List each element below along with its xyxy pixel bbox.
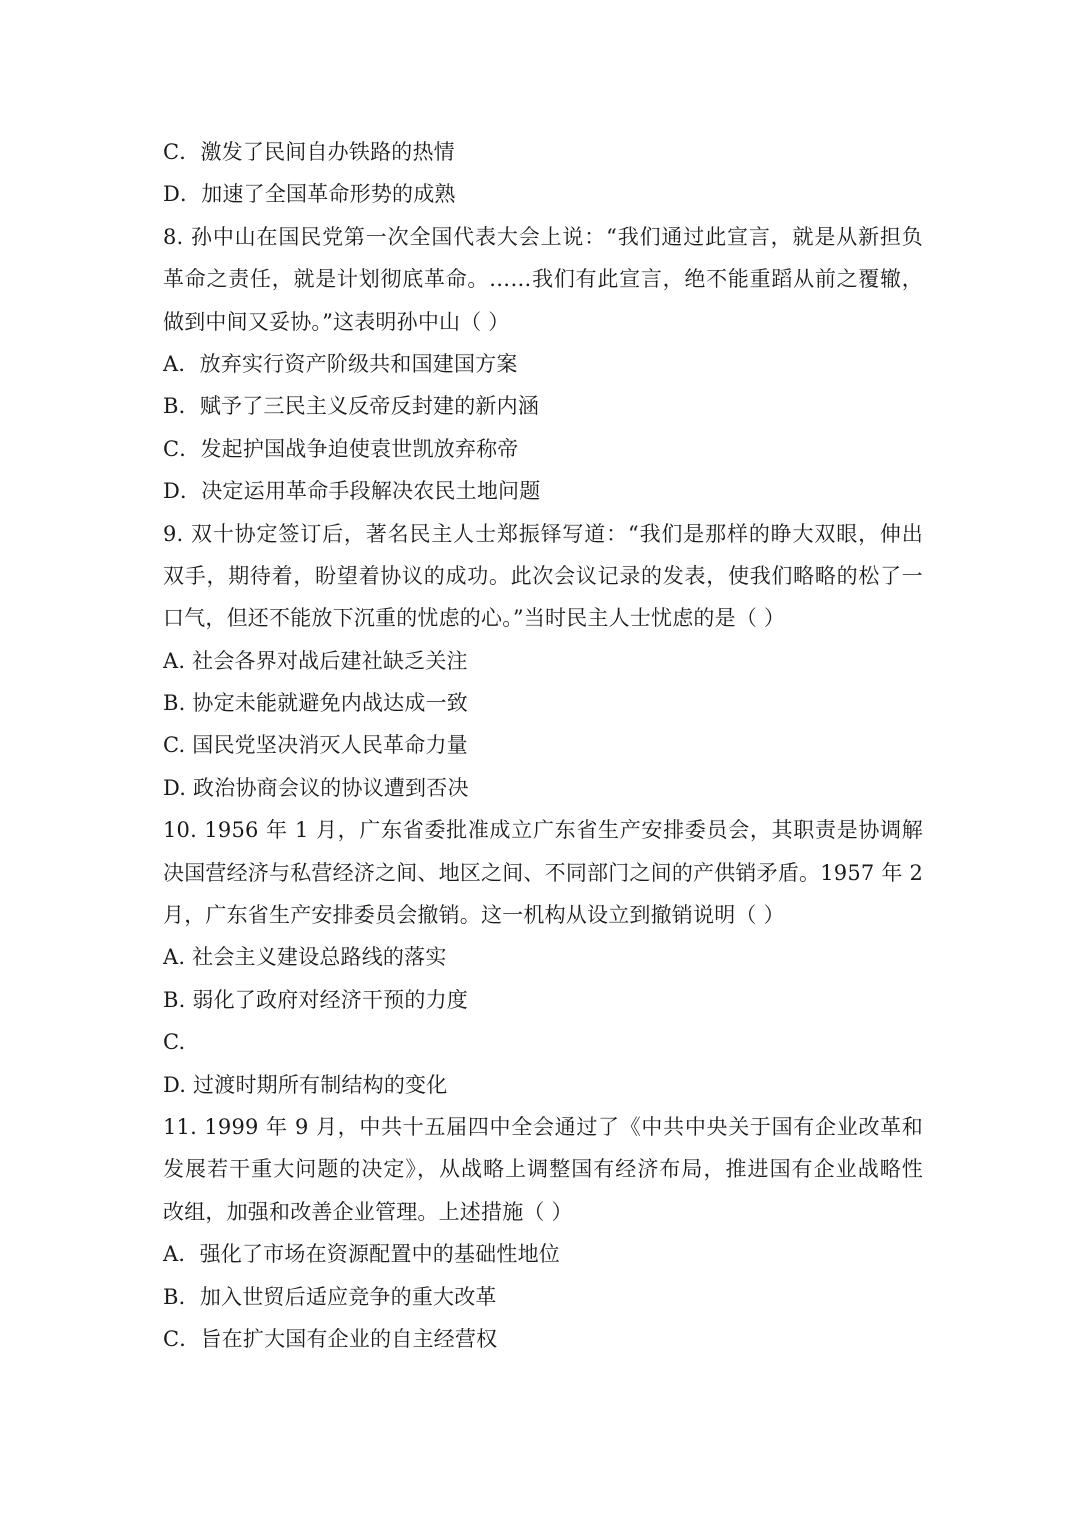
question-8-option-b: B．赋予了三民主义反帝反封建的新内涵 — [163, 394, 540, 419]
question-11-stem-line: 11. 1999 年 9 月，中共十五届四中全会通过了《中共中央关于国有企业改革和 — [163, 1114, 923, 1139]
question-11-option-a: A．强化了市场在资源配置中的基础性地位 — [163, 1242, 560, 1267]
question-10-option-b: B. 弱化了政府对经济干预的力度 — [163, 987, 468, 1012]
question-11-option-b: B．加入世贸后适应竞争的重大改革 — [163, 1284, 497, 1309]
question-8-option-a: A．放弃实行资产阶级共和国建国方案 — [163, 351, 518, 376]
question-8-option-d: D．决定运用革命手段解决农民土地问题 — [163, 479, 541, 504]
question-11-stem-line: 改组，加强和改善企业管理。上述措施（ ） — [163, 1199, 573, 1224]
question-11-option-c: C．旨在扩大国有企业的自主经营权 — [163, 1326, 498, 1351]
question-8-stem-line: 8. 孙中山在国民党第一次全国代表大会上说：“我们通过此宣言，就是从新担负 — [163, 224, 923, 249]
question-10-stem-line: 10. 1956 年 1 月，广东省委批准成立广东省生产安排委员会，其职责是协调解 — [163, 818, 923, 843]
question-10-option-c: C. — [163, 1030, 186, 1055]
option-line: C．激发了民间自办铁路的热情 — [163, 140, 455, 164]
question-11-stem-line: 发展若干重大问题的决定》，从战略上调整国有经济布局，推进国有企业战略性 — [163, 1157, 923, 1182]
question-9-option-b: B. 协定未能就避免内战达成一致 — [163, 691, 468, 716]
question-10-stem-line: 决国营经济与私营经济之间、地区之间、不同部门之间的产供销矛盾。1957 年 2 — [163, 860, 923, 885]
question-8-stem-line: 做到中间又妥协。”这表明孙中山（ ） — [163, 309, 510, 334]
question-text-block — [163, 131, 923, 1360]
question-8-stem-line: 革命之责任，就是计划彻底革命。……我们有此宣言，绝不能重蹈从前之覆辙， — [163, 267, 923, 292]
question-9-option-d: D. 政治协商会议的协议遭到否决 — [163, 775, 469, 800]
question-9-option-a: A. 社会各界对战后建社缺乏关注 — [163, 648, 468, 673]
question-8-option-c: C．发起护国战争迫使袁世凯放弃称帝 — [163, 436, 519, 461]
question-9-stem-line: 口气，但还不能放下沉重的忧虑的心。”当时民主人士忧虑的是（ ） — [163, 606, 786, 631]
question-9-stem-line: 双手，期待着，盼望着协议的成功。此次会议记录的发表，使我们略略的松了一 — [163, 563, 923, 588]
question-10-stem-line: 月，广东省生产安排委员会撤销。这一机构从设立到撤销说明（ ） — [163, 903, 785, 928]
question-10-option-d: D. 过渡时期所有制结构的变化 — [163, 1072, 448, 1097]
question-9-option-c: C. 国民党坚决消灭人民革命力量 — [163, 733, 468, 758]
question-9-stem-line: 9. 双十协定签订后，著名民主人士郑振铎写道：“我们是那样的睁大双眼，伸出 — [163, 521, 923, 546]
option-line: D．加速了全国革命形势的成熟 — [163, 182, 456, 207]
question-10-option-a: A. 社会主义建设总路线的落实 — [163, 945, 447, 970]
